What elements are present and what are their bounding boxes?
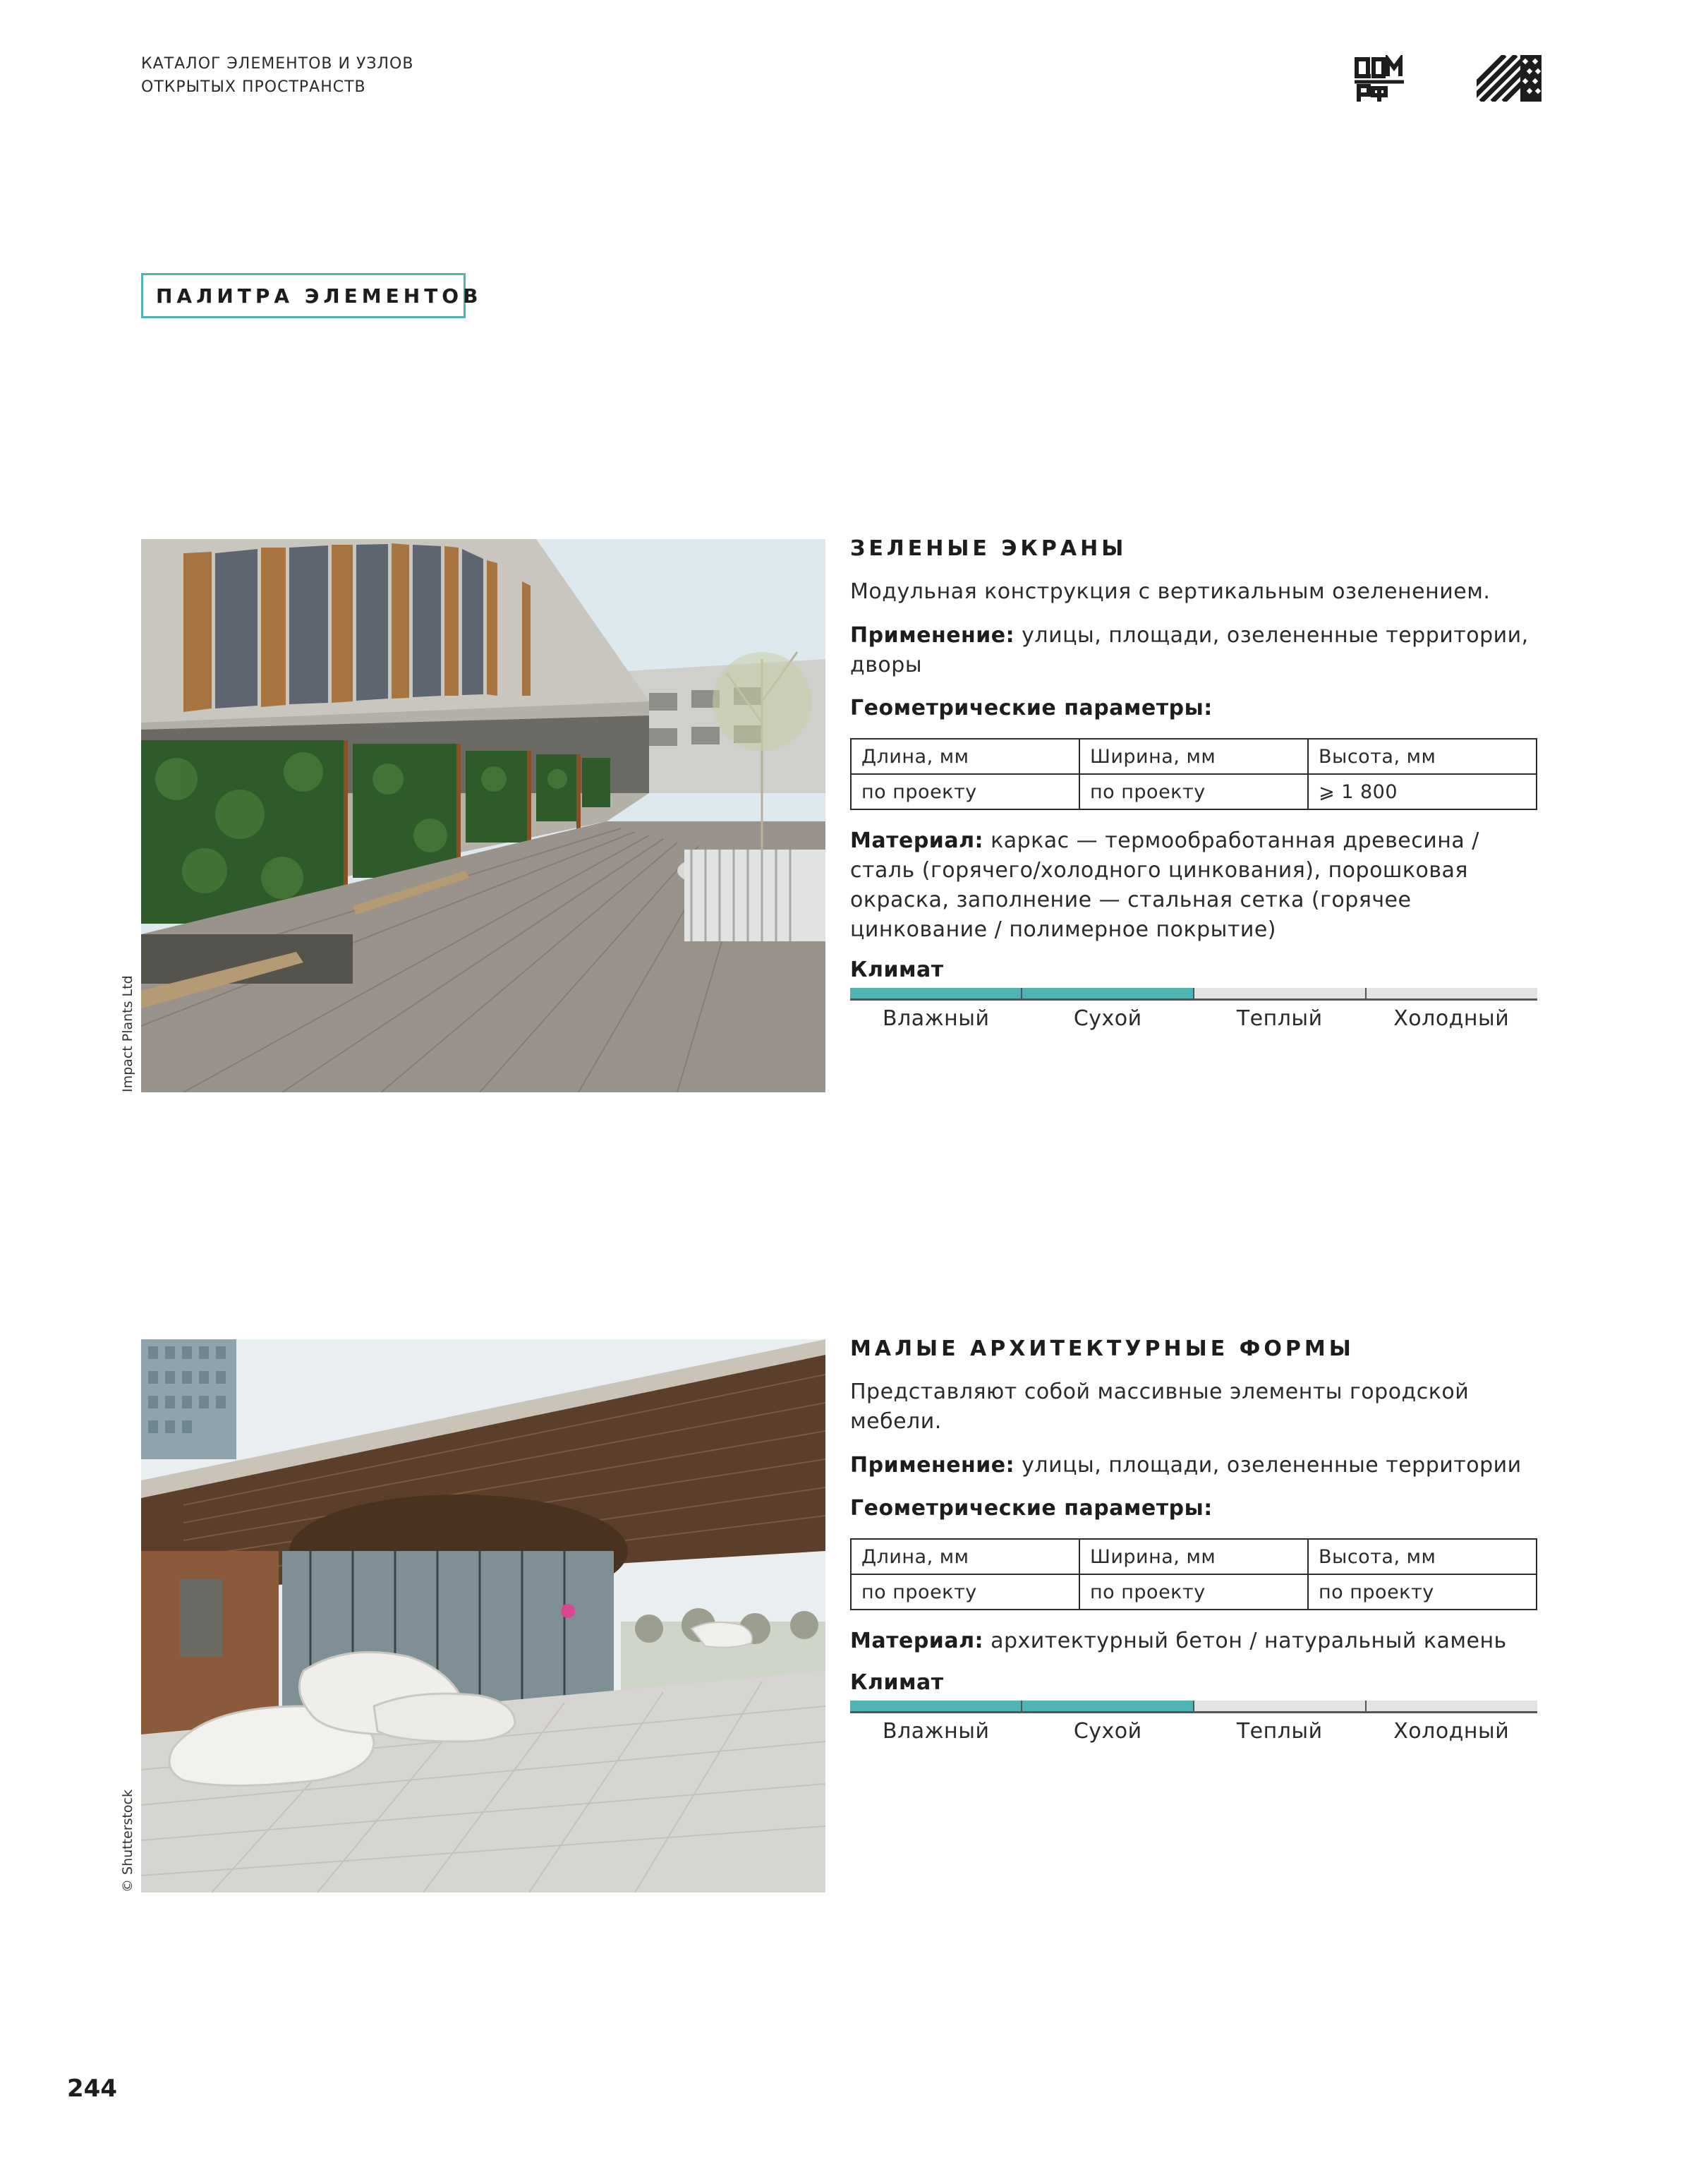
- item-description-1: Модульная конструкция с вертикальным озеленением.: [850, 579, 1491, 604]
- catalog-title-line2: ОТКРЫТЫХ ПРОСТРАНСТВ: [141, 78, 366, 96]
- climate-seg-warm: [1193, 988, 1365, 1001]
- page-number: 244: [67, 2075, 117, 2103]
- params-value-row: [851, 1574, 1537, 1610]
- header-length: Длина, мм: [851, 1539, 1079, 1574]
- value-length: по проекту: [851, 774, 1079, 809]
- material-text-2: архитектурный бетон / натуральный камень: [983, 1629, 1507, 1653]
- item-description-2: Представляют собой массивные элементы городской мебели.: [850, 1380, 1470, 1434]
- climate-label-dry: Сухой: [1073, 1719, 1142, 1744]
- value-width: по проекту: [1079, 1574, 1308, 1610]
- material-text-1: каркас — термообработанная древесина / сталь (горячего/холодного цинкования), порошковая окраска, заполнение — стальная сетка (горячее цинкование / полимерное покрытие): [850, 828, 1479, 942]
- catalog-title: [141, 52, 413, 99]
- material-label-1: Материал:: [850, 828, 984, 853]
- climate-seg-humid: [850, 988, 1021, 1001]
- params-value-row: [851, 774, 1537, 809]
- value-length: по проекту: [851, 1574, 1079, 1610]
- climate-seg-dry: [1021, 1701, 1193, 1713]
- climate-label-warm: Теплый: [1236, 1719, 1323, 1744]
- header-height: Высота, мм: [1308, 1539, 1537, 1574]
- pattern-logo: [1477, 55, 1542, 102]
- application-label-1: Применение:: [850, 623, 1015, 648]
- climate-label-2: [850, 1668, 944, 1698]
- catalog-title-line1: КАТАЛОГ ЭЛЕМЕНТОВ И УЗЛОВ: [141, 55, 414, 73]
- header-width: Ширина, мм: [1079, 739, 1308, 774]
- photo-credit-1: Impact Plants Ltd: [120, 975, 135, 1092]
- item-material-1: [850, 826, 1537, 945]
- climate-label-humid: Влажный: [883, 1719, 990, 1744]
- value-width: по проекту: [1079, 774, 1308, 809]
- photo-credit-2: © Shutterstock: [120, 1789, 135, 1893]
- header-height: Высота, мм: [1308, 739, 1537, 774]
- climate-seg-humid: [850, 1701, 1021, 1713]
- value-height: ⩾ 1 800: [1308, 774, 1537, 809]
- climate-label-humid: Влажный: [883, 1006, 990, 1031]
- climate-label-cold: Холодный: [1393, 1719, 1510, 1744]
- params-table-2: [850, 1538, 1537, 1610]
- application-text-1: улицы, площади, озелененные территории, дворы: [850, 623, 1529, 677]
- climate-label-text-1: Климат: [850, 958, 944, 982]
- item-title-2: МАЛЫЕ АРХИТЕКТУРНЫЕ ФОРМЫ: [850, 1336, 1355, 1361]
- item-title-1: ЗЕЛЕНЫЕ ЭКРАНЫ: [850, 536, 1127, 561]
- geometry-label-2: [850, 1494, 1213, 1523]
- climate-label-dry: Сухой: [1073, 1006, 1142, 1031]
- climate-labels-1: [850, 1006, 1537, 1031]
- geometry-label-text-1: Геометрические параметры:: [850, 696, 1213, 720]
- climate-labels-2: [850, 1719, 1537, 1744]
- climate-seg-cold: [1365, 1701, 1537, 1713]
- dom-rf-logo: [1355, 55, 1404, 103]
- header-length: Длина, мм: [851, 739, 1079, 774]
- geometry-label-text-2: Геометрические параметры:: [850, 1496, 1213, 1521]
- geometry-label-1: [850, 694, 1213, 723]
- material-label-2: Материал:: [850, 1629, 984, 1653]
- params-table-1: [850, 738, 1537, 810]
- climate-seg-dry: [1021, 988, 1193, 1001]
- green-screens-photo: [141, 539, 825, 1092]
- architectural-forms-photo: [141, 1339, 825, 1893]
- header-width: Ширина, мм: [1079, 1539, 1308, 1574]
- item-material-2: [850, 1626, 1537, 1656]
- climate-label-cold: Холодный: [1393, 1006, 1510, 1031]
- item-application-2: [850, 1451, 1537, 1480]
- item-application-1: [850, 621, 1537, 680]
- climate-bar-2: [850, 1701, 1537, 1713]
- climate-label-warm: Теплый: [1236, 1006, 1323, 1031]
- climate-seg-warm: [1193, 1701, 1365, 1713]
- value-height: по проекту: [1308, 1574, 1537, 1610]
- params-header-row: [851, 1539, 1537, 1574]
- climate-bar-1: [850, 988, 1537, 1001]
- palette-label: ПАЛИТРА ЭЛЕМЕНТОВ: [141, 273, 466, 318]
- climate-label-1: [850, 955, 944, 985]
- climate-seg-cold: [1365, 988, 1537, 1001]
- application-text-2: улицы, площади, озелененные территории: [1014, 1453, 1522, 1478]
- climate-label-text-2: Климат: [850, 1670, 944, 1695]
- application-label-2: Применение:: [850, 1453, 1015, 1478]
- params-header-row: [851, 739, 1537, 774]
